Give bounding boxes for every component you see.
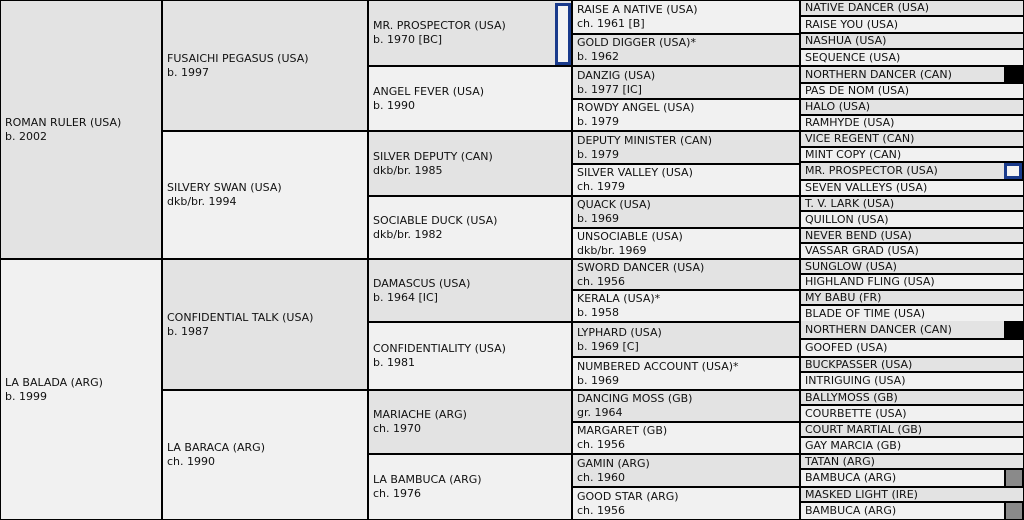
horse-info: b. 1997: [167, 65, 209, 79]
horse-info: gr. 1964: [577, 406, 623, 419]
horse-name: ROWDY ANGEL (USA): [577, 101, 695, 114]
pedigree-cell-gen5-32[interactable]: BAMBUCA (ARG): [801, 503, 1004, 519]
pedigree-cell-gen5-22[interactable]: GOOFED (USA): [801, 340, 1023, 356]
pedigree-cell-gen3-6[interactable]: [369, 323, 571, 389]
pedigree-cell-gen5-31[interactable]: MASKED LIGHT (IRE): [801, 488, 1023, 501]
pedigree-cell-gen4-14[interactable]: [573, 423, 799, 453]
horse-info: dkb/br. 1985: [373, 163, 443, 177]
horse-name: GAMIN (ARG): [577, 456, 650, 470]
pedigree-cell-gen4-10[interactable]: [573, 291, 799, 321]
pedigree-cell-gen2-3[interactable]: [163, 260, 367, 389]
pedigree-cell-gen3-5[interactable]: [369, 260, 571, 321]
pedigree-cell-gen5-14[interactable]: QUILLON (USA): [801, 212, 1023, 227]
pedigree-cell-gen4-8[interactable]: [573, 229, 799, 258]
horse-name: LA BAMBUCA (ARG): [373, 473, 482, 486]
horse-name: MARGARET (GB): [577, 424, 668, 437]
duplicate-marker-northern-dancer[interactable]: [1006, 67, 1022, 82]
horse-info: b. 1969: [577, 373, 619, 387]
pedigree-cell-gen5-3[interactable]: NASHUA (USA): [801, 34, 1023, 48]
pedigree-cell-gen5-16[interactable]: VASSAR GRAD (USA): [801, 244, 1023, 258]
horse-name: CONFIDENTIALITY (USA): [373, 342, 506, 355]
horse-info: b. 1962: [577, 50, 619, 63]
horse-info: ch. 1956: [577, 438, 626, 451]
pedigree-cell-gen3-3[interactable]: [369, 132, 571, 195]
horse-name: RAISE A NATIVE (USA): [577, 3, 698, 16]
duplicate-marker-bambuca-2[interactable]: [1006, 503, 1022, 519]
horse-name: DANZIG (USA): [577, 68, 656, 82]
horse-info: b. 1990: [373, 98, 415, 112]
horse-name: DANCING MOSS (GB): [577, 392, 693, 405]
horse-name: SWORD DANCER (USA): [577, 260, 705, 274]
duplicate-marker-bambuca[interactable]: [1006, 470, 1022, 486]
pedigree-cell-gen2-2[interactable]: [163, 132, 367, 258]
horse-name: LA BALADA (ARG): [5, 375, 103, 389]
pedigree-cell-gen4-13[interactable]: [573, 391, 799, 421]
horse-info: b. 1987: [167, 324, 209, 338]
pedigree-cell-gen4-5[interactable]: [573, 132, 799, 163]
pedigree-cell-gen4-2[interactable]: [573, 35, 799, 65]
horse-name: DEPUTY MINISTER (CAN): [577, 133, 713, 147]
horse-info: b. 1964 [IC]: [373, 290, 438, 304]
pedigree-cell-gen5-18[interactable]: HIGHLAND FLING (USA): [801, 275, 1023, 289]
horse-name: FUSAICHI PEGASUS (USA): [167, 51, 309, 65]
horse-name: LA BARACA (ARG): [167, 441, 265, 454]
pedigree-cell-gen4-3[interactable]: [573, 67, 799, 98]
pedigree-cell-gen5-12[interactable]: SEVEN VALLEYS (USA): [801, 181, 1023, 195]
pedigree-cell-gen5-28[interactable]: GAY MARCIA (GB): [801, 438, 1023, 453]
horse-info: dkb/br. 1969: [577, 243, 647, 257]
pedigree-cell-gen5-8[interactable]: RAMHYDE (USA): [801, 116, 1023, 130]
horse-info: b. 1958: [577, 306, 619, 319]
pedigree-cell-gen5-30[interactable]: BAMBUCA (ARG): [801, 470, 1004, 486]
pedigree-cell-gen4-16[interactable]: [573, 488, 799, 519]
horse-info: b. 1969: [577, 212, 619, 225]
horse-info: ch. 1976: [373, 487, 422, 500]
pedigree-cell-gen5-2[interactable]: RAISE YOU (USA): [801, 17, 1023, 32]
pedigree-cell-gen5-6[interactable]: PAS DE NOM (USA): [801, 84, 1023, 98]
pedigree-cell-gen5-1[interactable]: NATIVE DANCER (USA): [801, 1, 1023, 15]
pedigree-cell-gen5-23[interactable]: BUCKPASSER (USA): [801, 358, 1023, 371]
horse-info: ch. 1956: [577, 274, 626, 288]
horse-name: KERALA (USA)*: [577, 292, 661, 305]
pedigree-cell-gen5-13[interactable]: T. V. LARK (USA): [801, 197, 1023, 210]
pedigree-cell-gen2-1[interactable]: [163, 1, 367, 130]
horse-info: b. 1970 [BC]: [373, 33, 443, 46]
horse-info: dkb/br. 1994: [167, 195, 237, 208]
horse-name: SILVERY SWAN (USA): [167, 181, 282, 194]
pedigree-cell-gen5-17[interactable]: SUNGLOW (USA): [801, 260, 1023, 273]
pedigree-cell-gen5-29[interactable]: TATAN (ARG): [801, 455, 1023, 468]
horse-info: b. 2002: [5, 129, 47, 143]
pedigree-cell-gen5-25[interactable]: BALLYMOSS (GB): [801, 391, 1023, 404]
pedigree-cell-gen5-19[interactable]: MY BABU (FR): [801, 291, 1023, 304]
horse-name: GOOD STAR (ARG): [577, 489, 679, 503]
duplicate-marker-mr-prospector[interactable]: [555, 3, 571, 65]
pedigree-cell-gen3-8[interactable]: [369, 455, 571, 519]
horse-name: MARIACHE (ARG): [373, 408, 467, 421]
pedigree-cell-gen4-9[interactable]: [573, 260, 799, 289]
horse-info: ch. 1960: [577, 470, 626, 484]
pedigree-cell-gen3-4[interactable]: [369, 197, 571, 258]
pedigree-cell-dam[interactable]: [1, 260, 161, 519]
horse-name: GOLD DIGGER (USA)*: [577, 36, 696, 49]
horse-info: b. 1979: [577, 147, 619, 161]
pedigree-cell-gen4-11[interactable]: [573, 323, 799, 356]
pedigree-cell-gen5-5[interactable]: NORTHERN DANCER (CAN): [801, 67, 1004, 82]
horse-name: SILVER DEPUTY (CAN): [373, 149, 493, 163]
pedigree-cell-gen5-15[interactable]: NEVER BEND (USA): [801, 229, 1023, 242]
horse-info: ch. 1956: [577, 503, 626, 517]
pedigree-cell-gen4-7[interactable]: [573, 197, 799, 227]
pedigree-cell-gen5-21[interactable]: NORTHERN DANCER (CAN): [801, 321, 1004, 338]
horse-name: LYPHARD (USA): [577, 325, 662, 339]
horse-name: ANGEL FEVER (USA): [373, 84, 485, 98]
pedigree-cell-gen5-20[interactable]: BLADE OF TIME (USA): [801, 306, 1023, 321]
horse-info: ch. 1961 [B]: [577, 17, 645, 30]
pedigree-cell-gen5-4[interactable]: SEQUENCE (USA): [801, 50, 1023, 65]
horse-info: b. 1969 [C]: [577, 339, 639, 353]
pedigree-cell-gen3-2[interactable]: [369, 67, 571, 130]
horse-name: UNSOCIABLE (USA): [577, 229, 683, 243]
horse-info: ch. 1990: [167, 455, 216, 468]
pedigree-cell-gen4-6[interactable]: [573, 165, 799, 195]
pedigree-cell-sire[interactable]: [1, 1, 161, 258]
duplicate-marker-mr-prospector-small[interactable]: [1004, 163, 1022, 179]
pedigree-cell-gen5-9[interactable]: VICE REGENT (CAN): [801, 132, 1023, 146]
horse-name: QUACK (USA): [577, 198, 651, 211]
pedigree-cell-gen5-10[interactable]: MINT COPY (CAN): [801, 148, 1023, 161]
pedigree-cell-gen4-4[interactable]: [573, 100, 799, 130]
pedigree-cell-gen5-11[interactable]: MR. PROSPECTOR (USA): [801, 163, 1004, 179]
horse-info: dkb/br. 1982: [373, 227, 443, 241]
horse-name: SILVER VALLEY (USA): [577, 166, 693, 179]
pedigree-cell-gen5-24[interactable]: INTRIGUING (USA): [801, 373, 1023, 389]
pedigree-cell-gen4-15[interactable]: [573, 455, 799, 486]
horse-info: ch. 1979: [577, 180, 626, 193]
duplicate-marker-northern-dancer-2[interactable]: [1006, 321, 1022, 338]
horse-name: SOCIABLE DUCK (USA): [373, 213, 498, 227]
horse-name: NUMBERED ACCOUNT (USA)*: [577, 359, 739, 373]
pedigree-cell-gen5-26[interactable]: COURBETTE (USA): [801, 406, 1023, 421]
horse-name: ROMAN RULER (USA): [5, 115, 122, 129]
pedigree-cell-gen2-4[interactable]: [163, 391, 367, 519]
horse-info: b. 1981: [373, 356, 415, 369]
pedigree-cell-gen4-1[interactable]: [573, 1, 799, 33]
horse-info: b. 1977 [IC]: [577, 82, 642, 96]
horse-name: MR. PROSPECTOR (USA): [373, 19, 506, 32]
horse-info: ch. 1970: [373, 422, 422, 435]
pedigree-cell-gen5-27[interactable]: COURT MARTIAL (GB): [801, 423, 1023, 436]
horse-name: CONFIDENTIAL TALK (USA): [167, 310, 314, 324]
pedigree-cell-gen3-1[interactable]: [369, 1, 571, 65]
horse-info: b. 1999: [5, 389, 47, 403]
horse-name: DAMASCUS (USA): [373, 276, 471, 290]
pedigree-cell-gen3-7[interactable]: [369, 391, 571, 453]
horse-info: b. 1979: [577, 115, 619, 128]
pedigree-cell-gen4-12[interactable]: [573, 358, 799, 389]
pedigree-cell-gen5-7[interactable]: HALO (USA): [801, 100, 1023, 114]
